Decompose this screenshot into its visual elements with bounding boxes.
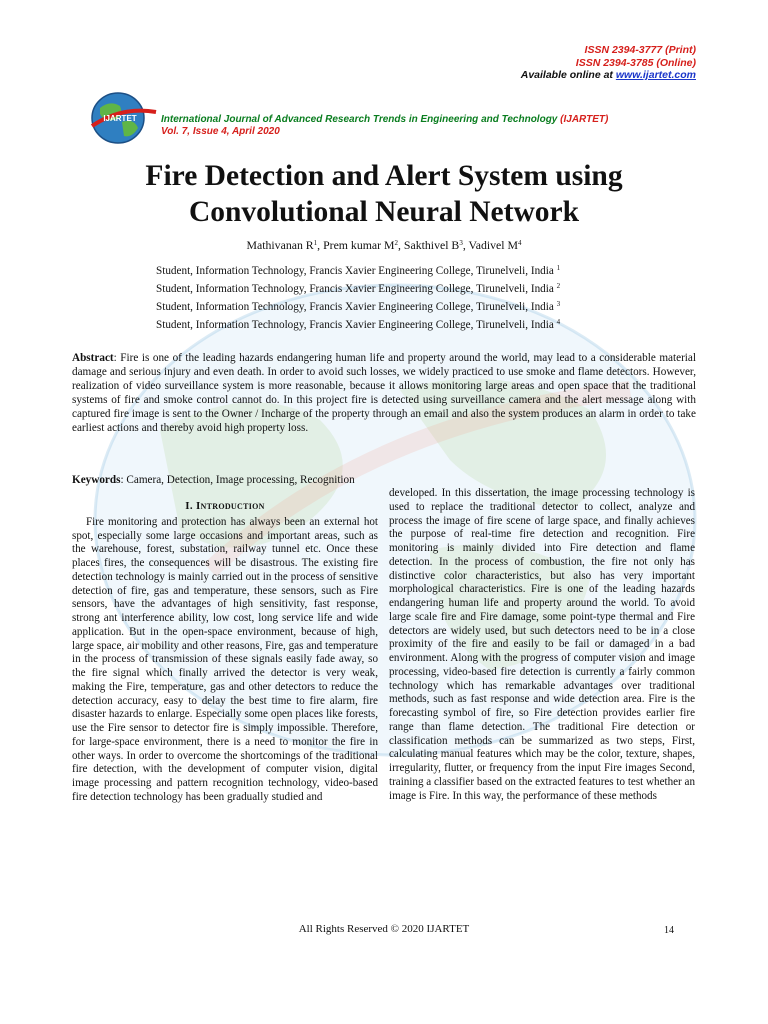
affiliation-sup: 3: [556, 300, 561, 308]
affiliation-text: Student, Information Technology, Francis Xavier Engineering College, Tirunelveli, India: [156, 265, 554, 277]
section-title: Introduction: [195, 500, 265, 512]
intro-paragraph-left: Fire monitoring and protection has always been an external hot spot, especially some large occasions and important areas, such as the warehouse, forest, substation, railway tunnel etc. Once these places fires, the consequences will be disastrous. The existing fire detection technology is mainly carried out in the process of sensitive detection of fire, gas and temperature, these sensors, such as Fire sensors, have the advantages of high sensitivity, fast response, strong ant interference ability, low cost, long service life and wide application. But in the open-space environment, because of high, large space, air mobility and other reasons, Fire, gas and temperature in the process of transmission of these signals easily fade away, so the fire signal which finally arrived the detector is very weak, making the Fire, temperature, gas and other detectors to reduce the detection accuracy, easy to delay the best time to fire alarm, fire disaster hazards to enlarge. Especially some open places like forests, use the Fire sensor to detector fire is simply impossible. Therefore, for large-space environment, there is a need to monitor the fire in other ways. In order to overcome the shortcomings of the traditional fire detection, with the development of computer vision, digital image processing and pattern recognition technology, video-based fire detection technology has been gradually studied and: [72, 515, 378, 803]
author-sup: 3: [459, 239, 463, 247]
affiliation-sup: 1: [556, 264, 561, 272]
affiliation-text: Student, Information Technology, Francis Xavier Engineering College, Tirunelveli, India: [156, 301, 554, 313]
author-list: Mathivanan $R^1$, Prem kumar $M^2$, Sakthivel $B^3$, Vadivel $M^4$: [246, 238, 522, 252]
footer-copyright: All Rights Reserved © 2020 IJARTET: [298, 923, 470, 935]
page-number: 14: [664, 925, 674, 936]
affiliation: [156, 298, 616, 314]
journal-abbreviation: (IJARTET): [560, 114, 609, 125]
affiliation: [156, 262, 616, 278]
title-line-1: Fire Detection and Alert System using: [145, 160, 623, 192]
journal-volume: Vol. 7, Issue 4, April 2020: [161, 126, 280, 137]
affiliation: [156, 280, 616, 296]
author-name: Mathivanan R: [246, 238, 314, 252]
affiliation-sup: 4: [556, 318, 561, 326]
issn-print: ISSN 2394-3777 (Print): [584, 44, 696, 56]
availability-line: [521, 69, 696, 82]
journal-name: International Journal of Advanced Research Trends in Engineering and Technology: [161, 114, 561, 125]
journal-logo: [86, 88, 158, 148]
issn-online: ISSN 2394-3785 (Online): [575, 56, 696, 69]
affiliation-text: Student, Information Technology, Francis Xavier Engineering College, Tirunelveli, India: [156, 283, 554, 295]
logo-text: IJARTET: [103, 114, 137, 123]
section-heading: [72, 500, 378, 514]
author-sup: 4: [517, 239, 522, 247]
available-prefix: Available online at: [520, 69, 616, 81]
section-number: I.: [185, 500, 196, 512]
left-column: [72, 500, 378, 805]
keywords: [72, 473, 696, 487]
keywords-text: : Camera, Detection, Image processing, Recognition: [120, 474, 355, 486]
title-line-2: Convolutional Neural Network: [188, 196, 580, 228]
author-name: Prem kumar M: [323, 238, 395, 252]
author-sup: 2: [394, 239, 399, 247]
right-column: [389, 487, 695, 803]
author-name: Vadivel M: [468, 238, 518, 252]
paper-title: [80, 158, 688, 230]
abstract-text: : Fire is one of the leading hazards endangering human life and property around the world, may lead to a considerable material damage and serious injury and even death. In order to avoid such losses, we widely practiced to use smoke and flame detectors. However, realization of video surveillance system is more reasonable, because it allows monitoring large areas and open space that the traditional systems of fire and smoke control cannot do. In this project fire is detected using surveillance camera and the alert message along with captured fire image is sent to the Owner / Incharge of the property through an email and also the system produces an alarm in order to take earliest actions and thereby avoid high property loss.: [72, 352, 696, 434]
abstract-label: Abstract: [72, 352, 114, 364]
issn-block: [521, 44, 696, 82]
affiliation-text: Student, Information Technology, Francis Xavier Engineering College, Tirunelveli, India: [156, 319, 554, 331]
intro-paragraph-right: developed. In this dissertation, the image processing technology is used to replace the traditional detector to collect, analyze and process the image of fire scene of large space, and finally achieves the purpose of real-time fire detection and recognition. Fire monitoring is mainly divided into Fire detection and flame detection. In the process of combustion, the fire not only has distinctive color characteristics, but also has very important morphological characteristics. Fire is one of the leading hazards endangering human life and property around the world. To avoid large scale fire and Fire damage, some point-type thermal and Fire detectors are widely used, but such detectors need to be in a close proximity of the fire and easily to be fail or damaged in a bad environment. Along with the progress of computer vision and image processing, video-based fire detection is currently a fairly common technology which has remarkable advantages over traditional methods, such as fast response and wide detection area. Fire is the forecasting symbol of fire, so Fire detection provides earlier fire range than flame detection. The traditional Fire detection or classification methods can be summarized as two steps, First, calculating manual features which may be the color, texture, shapes, irregularity, flutter, or frequency from the input Fire images Second, training a classifier based on the extracted features to test whether an image is Fire. In this way, the performance of these methods: [389, 487, 695, 802]
abstract: [72, 352, 696, 435]
keywords-label: Keywords: [72, 474, 121, 486]
journal-website-link[interactable]: www.ijartet.com: [615, 69, 696, 81]
journal-header: [161, 114, 701, 138]
affiliation-sup: 2: [556, 282, 561, 290]
affiliation: [156, 316, 616, 332]
author-name: Sakthivel B: [403, 238, 460, 252]
author-sup: 1: [313, 239, 318, 247]
